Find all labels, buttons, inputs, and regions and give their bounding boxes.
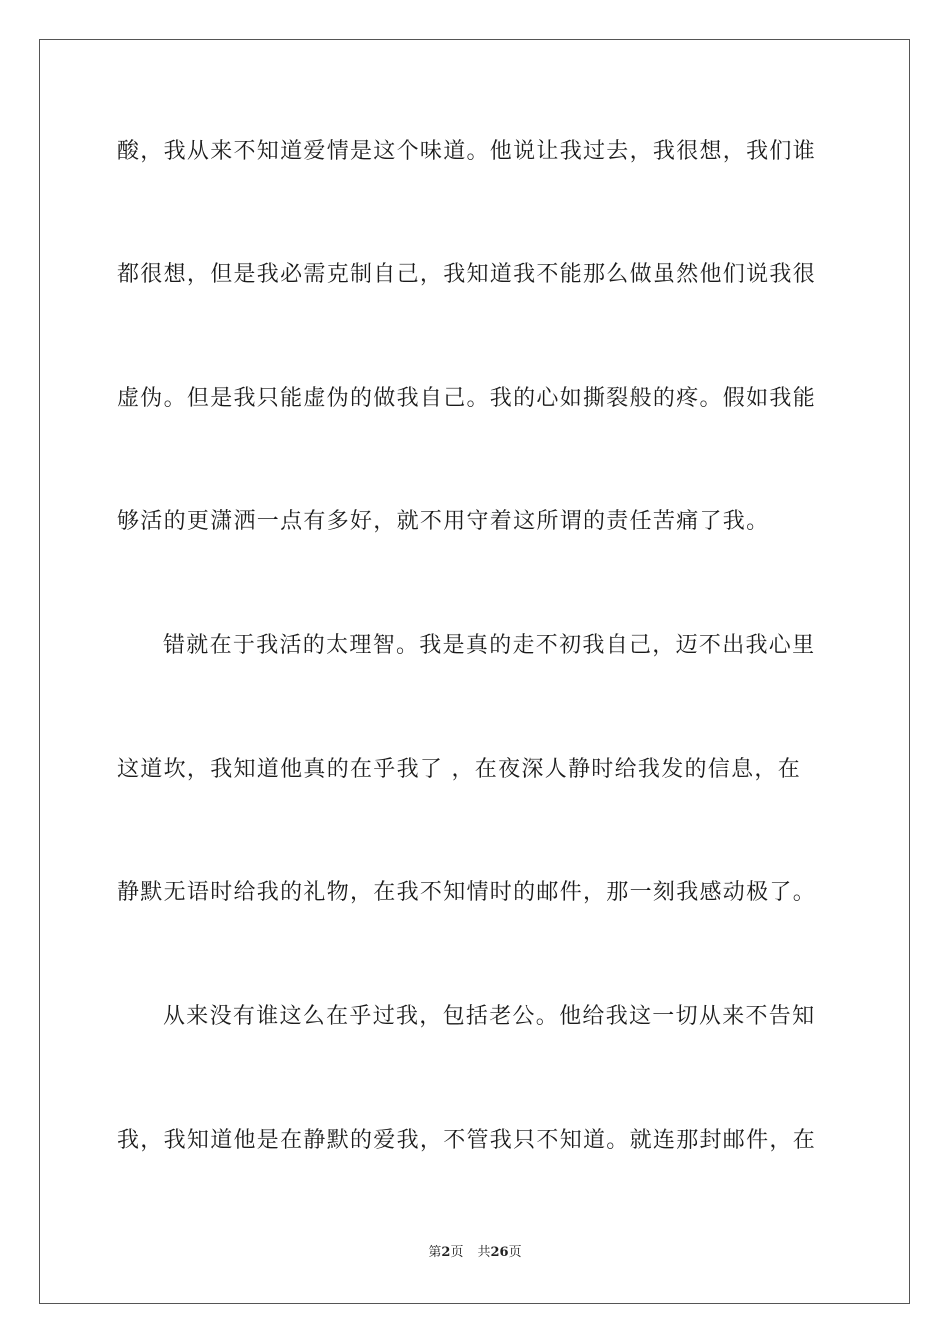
body-line-9: 我，我知道他是在静默的爱我，不管我只不知道。就连那封邮件，在 bbox=[117, 1128, 817, 1153]
total-suffix: 页 bbox=[508, 1245, 522, 1260]
body-line-3: 虚伪。但是我只能虚伪的做我自己。我的心如撕裂般的疼。假如我能 bbox=[117, 386, 817, 411]
total-pages: 26 bbox=[490, 1245, 509, 1260]
body-line-1: 酸，我从来不知道爱情是这个味道。他说让我过去，我很想，我们谁 bbox=[117, 139, 817, 164]
page-number: 2 bbox=[441, 1245, 451, 1260]
body-line-6: 这道坎，我知道他真的在乎我了 ，在夜深人静时给我发的信息，在 bbox=[117, 757, 801, 782]
page-suffix: 页 bbox=[450, 1245, 464, 1260]
body-line-4: 够活的更潇洒一点有多好，就不用守着这所谓的责任苦痛了我。 bbox=[117, 509, 770, 534]
total-prefix: 共 bbox=[477, 1245, 491, 1260]
body-line-5: 错就在于我活的太理智。我是真的走不初我自己，迈不出我心里 bbox=[163, 633, 816, 658]
body-line-8: 从来没有谁这么在乎过我，包括老公。他给我这一切从来不告知 bbox=[163, 1004, 816, 1029]
body-line-7: 静默无语时给我的礼物，在我不知情时的邮件，那一刻我感动极了。 bbox=[117, 880, 817, 905]
page-footer bbox=[0, 1244, 950, 1262]
page-frame bbox=[39, 39, 910, 1304]
page-prefix: 第 bbox=[428, 1245, 442, 1260]
body-line-2: 都很想，但是我必需克制自己，我知道我不能那么做虽然他们说我很 bbox=[117, 262, 817, 287]
